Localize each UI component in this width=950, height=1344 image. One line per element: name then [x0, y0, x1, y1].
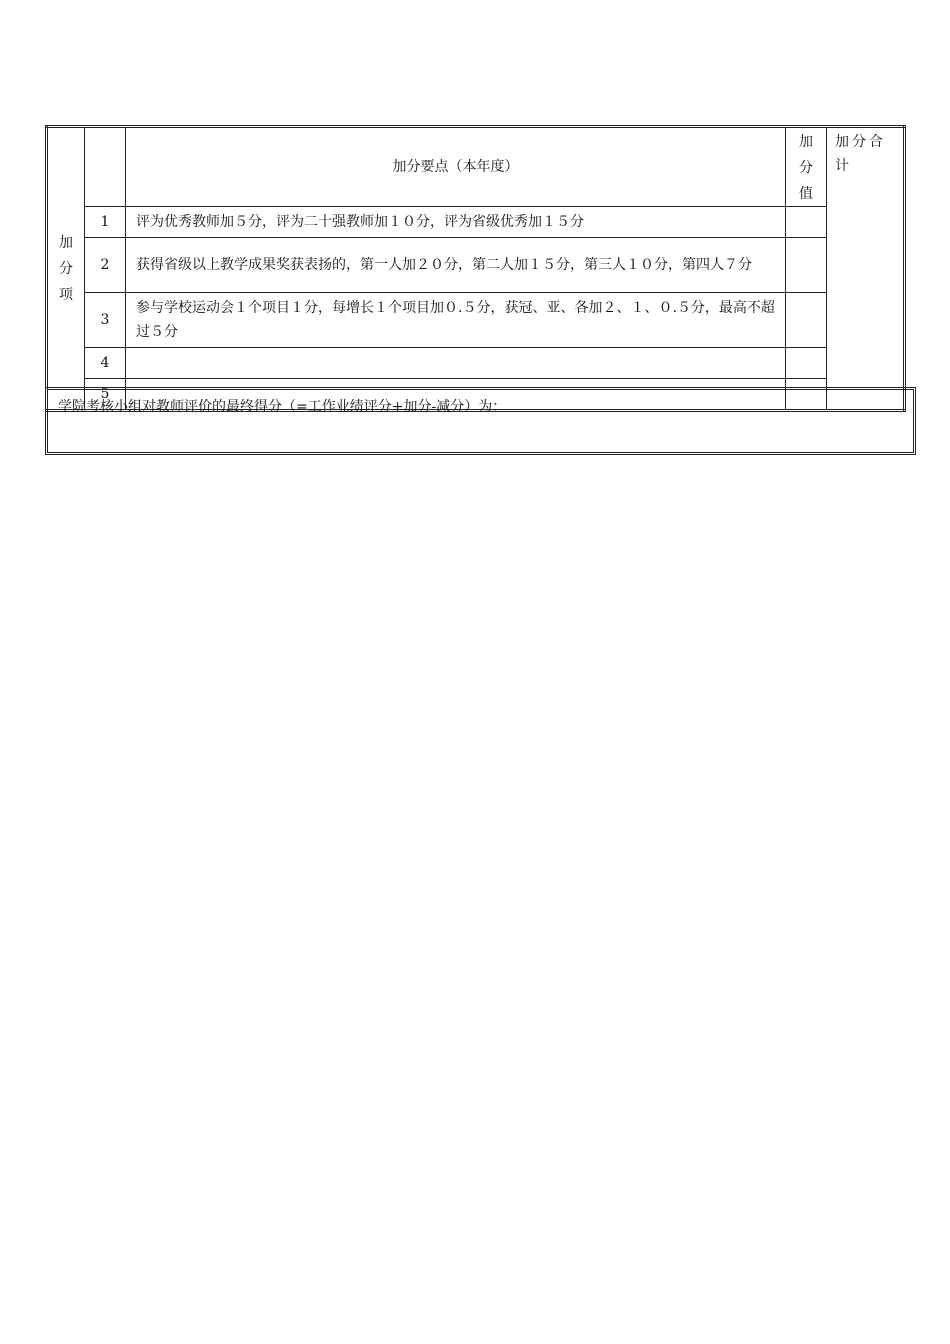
final-score-label: 学院考核小组对教师评价的最终得分（=工作业绩评分+加分-减分）为：	[58, 399, 507, 415]
row-description: 参与学校运动会１个项目１分，每增长１个项目加０.５分，获冠、亚、各加２、１、０.５分，最高不超过５分	[126, 293, 786, 348]
table-row	[47, 207, 905, 238]
row-number: 4	[85, 348, 126, 379]
header-value	[786, 127, 827, 207]
table-row	[47, 293, 905, 348]
row-value-cell[interactable]	[786, 238, 827, 293]
row-value-cell[interactable]	[786, 207, 827, 238]
header-total: 加分合计	[827, 127, 905, 411]
row-number: 2	[85, 238, 126, 293]
header-value-char: 加	[799, 134, 813, 150]
row-description: 评为优秀教师加５分，评为二十强教师加１０分，评为省级优秀加１５分	[126, 207, 786, 238]
header-value-char: 值	[799, 186, 813, 202]
table-header-row	[47, 127, 905, 207]
final-score-box[interactable]	[45, 387, 916, 455]
section-label-char: 项	[59, 286, 73, 303]
bonus-items-table	[45, 125, 906, 412]
header-value-char: 分	[799, 160, 813, 176]
row-value-cell[interactable]	[786, 348, 827, 379]
row-number: 1	[85, 207, 126, 238]
row-number: 3	[85, 293, 126, 348]
row-value-cell[interactable]	[786, 293, 827, 348]
table-row	[47, 348, 905, 379]
section-label-char: 加	[59, 234, 73, 251]
row-description[interactable]	[126, 348, 786, 379]
section-label-char: 分	[59, 260, 73, 277]
table-row	[47, 238, 905, 293]
header-num-cell	[85, 127, 126, 207]
row-number: 5	[85, 379, 126, 411]
row-description: 获得省级以上教学成果奖获表扬的，第一人加２０分，第二人加１５分，第三人１０分，第四人７分	[126, 238, 786, 293]
bonus-section-label	[47, 127, 85, 411]
header-description: 加分要点（本年度）	[126, 127, 786, 207]
